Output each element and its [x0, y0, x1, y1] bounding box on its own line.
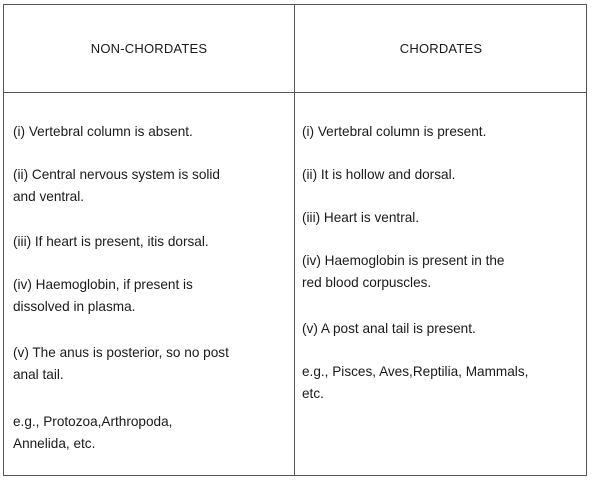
non-chordates-item: e.g., Protozoa,Arthropoda, Annelida, etc.	[13, 414, 173, 451]
header-non-chordates: NON-CHORDATES	[90, 41, 208, 56]
header-divider	[4, 92, 586, 93]
chordates-item: (iv) Haemoglobin is present in the red blood corpuscles.	[302, 253, 505, 290]
non-chordates-item: (iv) Haemoglobin, if present is dissolved in plasma.	[13, 277, 193, 314]
chordates-item: (iii) Heart is ventral.	[302, 210, 420, 225]
chordates-item: e.g., Pisces, Aves,Reptilia, Mammals, etc.	[302, 364, 529, 401]
chordates-item: (ii) It is hollow and dorsal.	[302, 167, 456, 182]
non-chordates-item: (ii) Central nervous system is solid and ventral.	[13, 167, 220, 204]
non-chordates-item: (i) Vertebral column is absent.	[13, 124, 193, 139]
header-chordates: CHORDATES	[399, 41, 483, 56]
comparison-table	[3, 4, 587, 476]
non-chordates-item: (iii) If heart is present, itis dorsal.	[13, 234, 209, 249]
non-chordates-item: (v) The anus is posterior, so no post anal tail.	[13, 345, 229, 382]
chordates-item: (v) A post anal tail is present.	[302, 321, 476, 336]
chordates-item: (i) Vertebral column is present.	[302, 124, 487, 139]
